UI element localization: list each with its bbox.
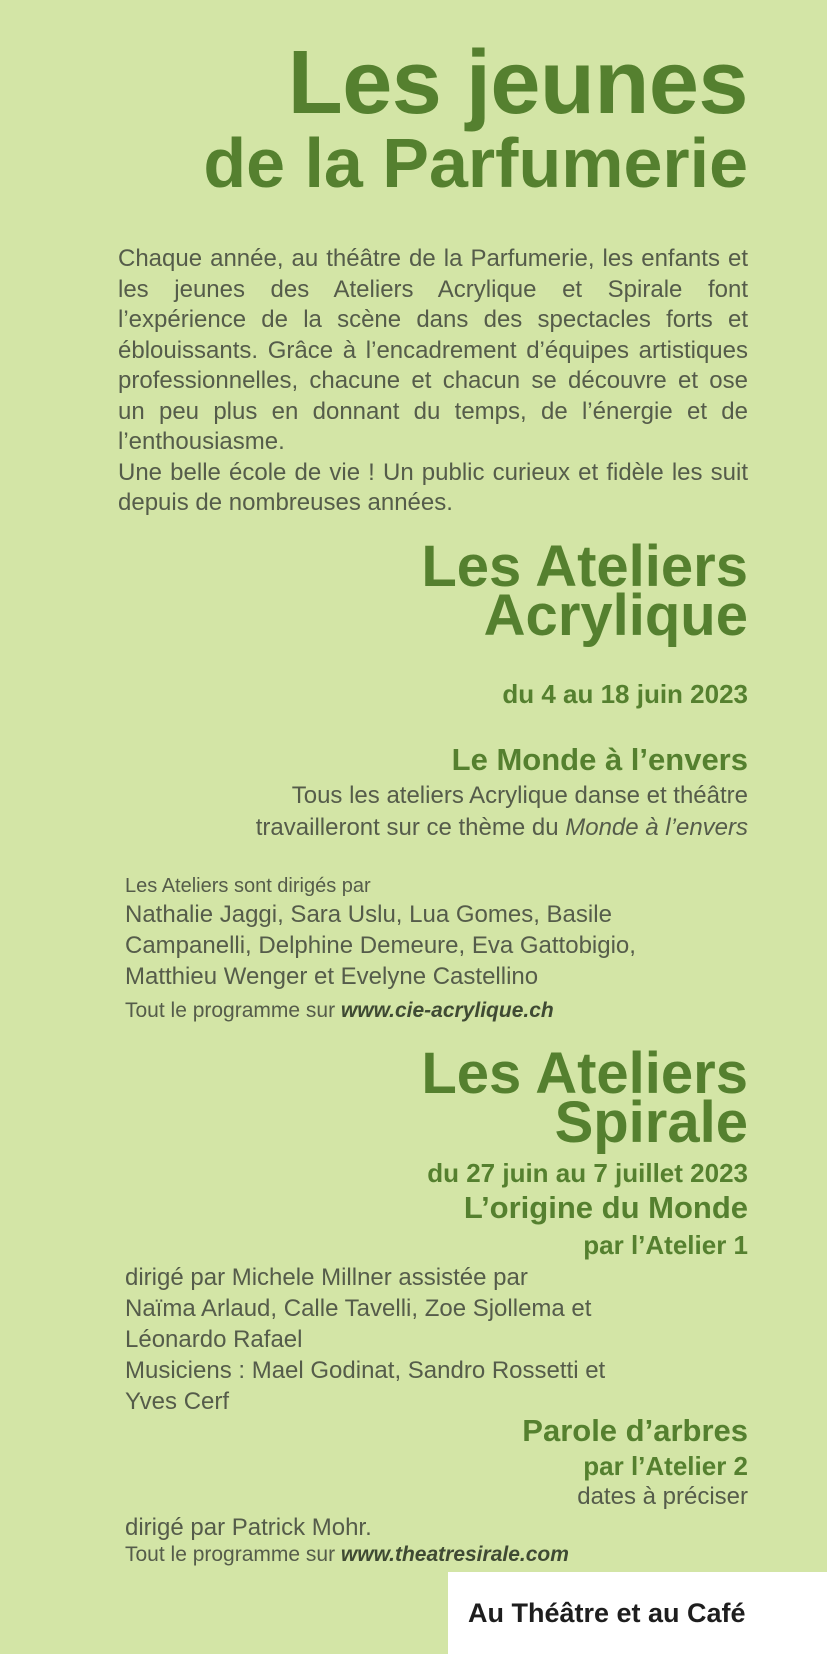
spirale-show1-title: L’origine du Monde xyxy=(463,1190,748,1225)
spirale-dates: du 27 juin au 7 juillet 2023 xyxy=(427,1158,748,1188)
spirale-programme-prefix: Tout le programme sur xyxy=(125,1543,341,1566)
acrylique-names-line1: Nathalie Jaggi, Sara Uslu, Lua Gomes, Basile xyxy=(125,901,612,928)
footer-label-box xyxy=(448,1572,827,1654)
acrylique-programme-link[interactable]: www.cie-acrylique.ch xyxy=(340,999,554,1022)
spirale-show2-title: Parole d’arbres xyxy=(522,1413,748,1448)
acrylique-directed-intro: Les Ateliers sont dirigés par xyxy=(125,875,371,897)
acrylique-desc-italic: Monde à l’envers xyxy=(565,814,748,841)
spirale-title-line2: Spirale xyxy=(554,1090,748,1155)
spirale-show1-credit-line3: Léonardo Rafael xyxy=(125,1326,303,1353)
spirale-title-line1: Les Ateliers xyxy=(421,1041,748,1106)
acrylique-title-line1: Les Ateliers xyxy=(421,534,748,599)
acrylique-names-line2: Campanelli, Delphine Demeure, Eva Gattobigio, xyxy=(125,932,636,959)
intro-text xyxy=(118,244,748,519)
acrylique-programme-prefix: Tout le programme sur xyxy=(125,999,341,1022)
spirale-show2-dates: dates à préciser xyxy=(577,1483,748,1510)
spirale-programme xyxy=(125,1542,569,1568)
acrylique-dates: du 4 au 18 juin 2023 xyxy=(502,679,748,709)
spirale-show1-by: par l’Atelier 1 xyxy=(583,1230,748,1260)
intro-paragraph-1: Chaque année, au théâtre de la Parfumerie, les enfants et les jeunes des Ateliers Acrylique et Spirale font l’expérience de la scène dans des spectacles forts et éblouissants. Grâce à l’encadrement d’équipes artistiques professionnelles, chacune et chacun se découvre et ose un peu plus en donnant du temps, de l’énergie et de l’enthousiasme. xyxy=(118,245,748,455)
spirale-show1-credit-line4: Musiciens : Mael Godinat, Sandro Rossetti et xyxy=(125,1357,606,1384)
acrylique-desc-prefix: travailleront sur ce thème du xyxy=(255,814,566,841)
spirale-show1-credit-line2: Naïma Arlaud, Calle Tavelli, Zoe Sjollema et xyxy=(125,1295,592,1322)
acrylique-title-line2: Acrylique xyxy=(483,583,748,648)
acrylique-programme xyxy=(125,998,554,1024)
page-title-line2: de la Parfumerie xyxy=(203,124,748,202)
acrylique-names-line3: Matthieu Wenger et Evelyne Castellino xyxy=(125,963,539,990)
spirale-show2-by: par l’Atelier 2 xyxy=(583,1451,748,1481)
intro-paragraph-2: Une belle école de vie ! Un public curieux et fidèle les suit depuis de nombreuses années. xyxy=(118,458,748,516)
acrylique-show-title: Le Monde à l’envers xyxy=(451,742,748,777)
page-title-line1: Les jeunes xyxy=(287,33,748,133)
spirale-programme-link[interactable]: www.theatresirale.com xyxy=(340,1543,569,1566)
acrylique-desc-line2 xyxy=(256,813,748,843)
spirale-show2-credit: dirigé par Patrick Mohr. xyxy=(125,1514,372,1541)
footer-label: Au Théâtre et au Café xyxy=(468,1598,746,1628)
spirale-show1-credit-line1: dirigé par Michele Millner assistée par xyxy=(125,1264,528,1291)
spirale-show1-credit-line5: Yves Cerf xyxy=(125,1388,230,1415)
acrylique-desc-line1: Tous les ateliers Acrylique danse et théâtre xyxy=(291,782,748,809)
